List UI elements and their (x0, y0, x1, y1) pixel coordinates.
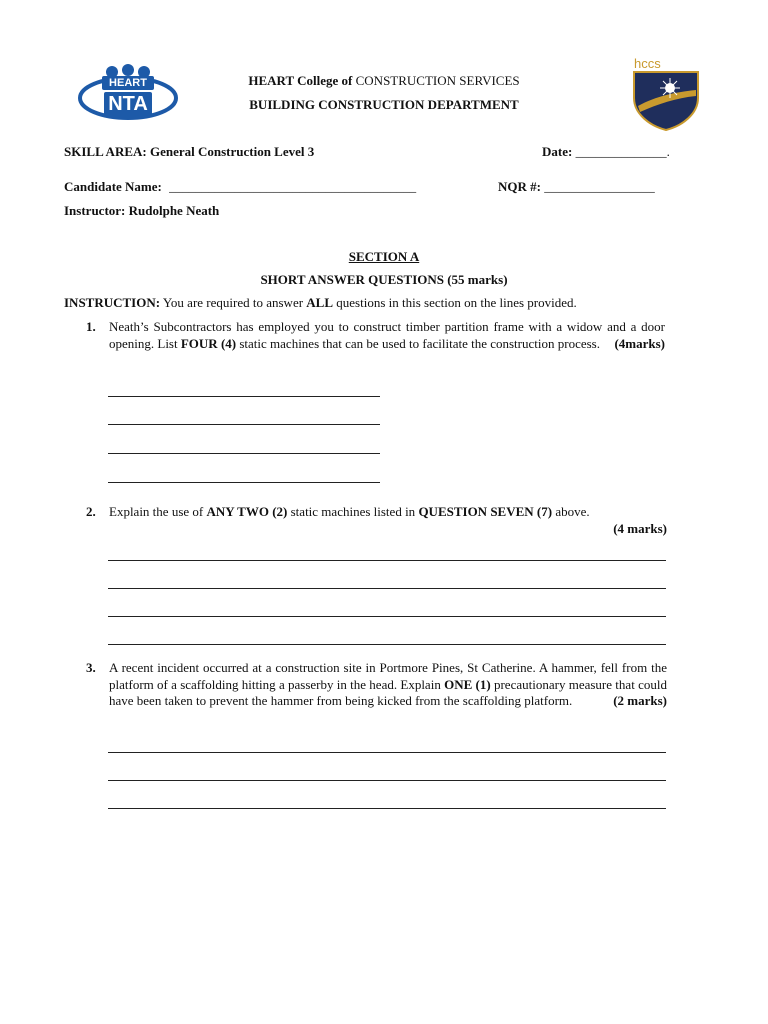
question-2-text (109, 504, 667, 537)
question-3-marks: (2 marks) (613, 693, 667, 708)
question-2-bold-a: ANY TWO (2) (206, 504, 288, 519)
question-1-bold: FOUR (4) (180, 335, 237, 351)
logo-heart-text: HEART (109, 77, 147, 89)
answer-line[interactable] (108, 616, 666, 617)
department-title: BUILDING CONSTRUCTION DEPARTMENT (249, 97, 519, 112)
candidate-blank[interactable]: ______________________________________ (169, 179, 417, 194)
question-1-number: 1. (86, 319, 96, 334)
question-2-text-a: Explain the use of (109, 504, 207, 519)
question-3-text-b: precautionary measure that could have been taken to prevent the hammer from being kicked from the scaffolding platform. (109, 676, 667, 708)
hccs-logo-text: hccs (634, 56, 661, 71)
college-title-rest: CONSTRUCTION SERVICES (355, 73, 520, 88)
answer-line[interactable] (108, 560, 666, 561)
instructor: Instructor: Rudolphe Neath (64, 203, 220, 218)
nqr-blank[interactable]: _________________ (544, 179, 655, 194)
college-title (150, 73, 618, 89)
question-1-marks: (4marks) (614, 335, 665, 351)
candidate-label: Candidate Name: (64, 179, 162, 194)
question-3-text-a: A recent incident occurred at a construction site in Portmore Pines, St Catherine. A hammer, fell from the platform of a scaffolding hitting a passerby in the head. Explain (109, 660, 667, 692)
answer-line[interactable] (108, 752, 666, 753)
question-3-bold: ONE (1) (444, 676, 491, 692)
answer-line[interactable] (108, 644, 666, 645)
question-2-text-c: above. (552, 504, 590, 519)
answer-line[interactable] (108, 482, 380, 483)
date-blank[interactable]: ______________. (575, 144, 670, 159)
heart-nta-logo (78, 62, 182, 126)
instruction-post: questions in this section on the lines provided. (333, 295, 577, 310)
question-2-marks: (4 marks) (613, 520, 667, 536)
question-3-number: 3. (86, 660, 96, 675)
section-title: SECTION A (348, 249, 420, 264)
date-label: Date: (542, 144, 573, 159)
nqr-label: NQR #: (498, 179, 541, 194)
logo-nta-text: NTA (108, 93, 148, 115)
hccs-logo (630, 56, 702, 132)
answer-line[interactable] (108, 424, 380, 425)
question-2-bold-b: QUESTION SEVEN (7) (418, 504, 553, 519)
section-subtitle: SHORT ANSWER QUESTIONS (55 marks) (260, 272, 508, 287)
date-field (542, 144, 670, 160)
hccs-shield-icon (630, 70, 702, 132)
question-1-text-a: Neath’s Subcontractors has employed you to construct timber partition frame with a widow and a door opening. List (109, 319, 665, 351)
question-1-text-b: static machines that can be used to facilitate the construction process. (236, 335, 600, 351)
question-3-text (109, 660, 667, 710)
answer-line[interactable] (108, 780, 666, 781)
answer-line[interactable] (108, 808, 666, 809)
instruction-label: INSTRUCTION: (64, 295, 161, 310)
instruction (64, 295, 684, 311)
question-2-number: 2. (86, 504, 96, 519)
question-1-text (109, 319, 665, 352)
instruction-bold: ALL (306, 295, 334, 310)
instruction-pre: You are required to answer (160, 295, 307, 310)
answer-line[interactable] (108, 588, 666, 589)
skill-area: SKILL AREA: General Construction Level 3 (64, 144, 315, 159)
college-title-bold: HEART (248, 73, 294, 88)
college-title-mid: College of (293, 73, 356, 88)
nqr-field (498, 179, 655, 195)
question-2-text-b: static machines listed in (287, 504, 419, 519)
answer-line[interactable] (108, 453, 380, 454)
candidate-name-field (64, 179, 416, 195)
answer-line[interactable] (108, 396, 380, 397)
